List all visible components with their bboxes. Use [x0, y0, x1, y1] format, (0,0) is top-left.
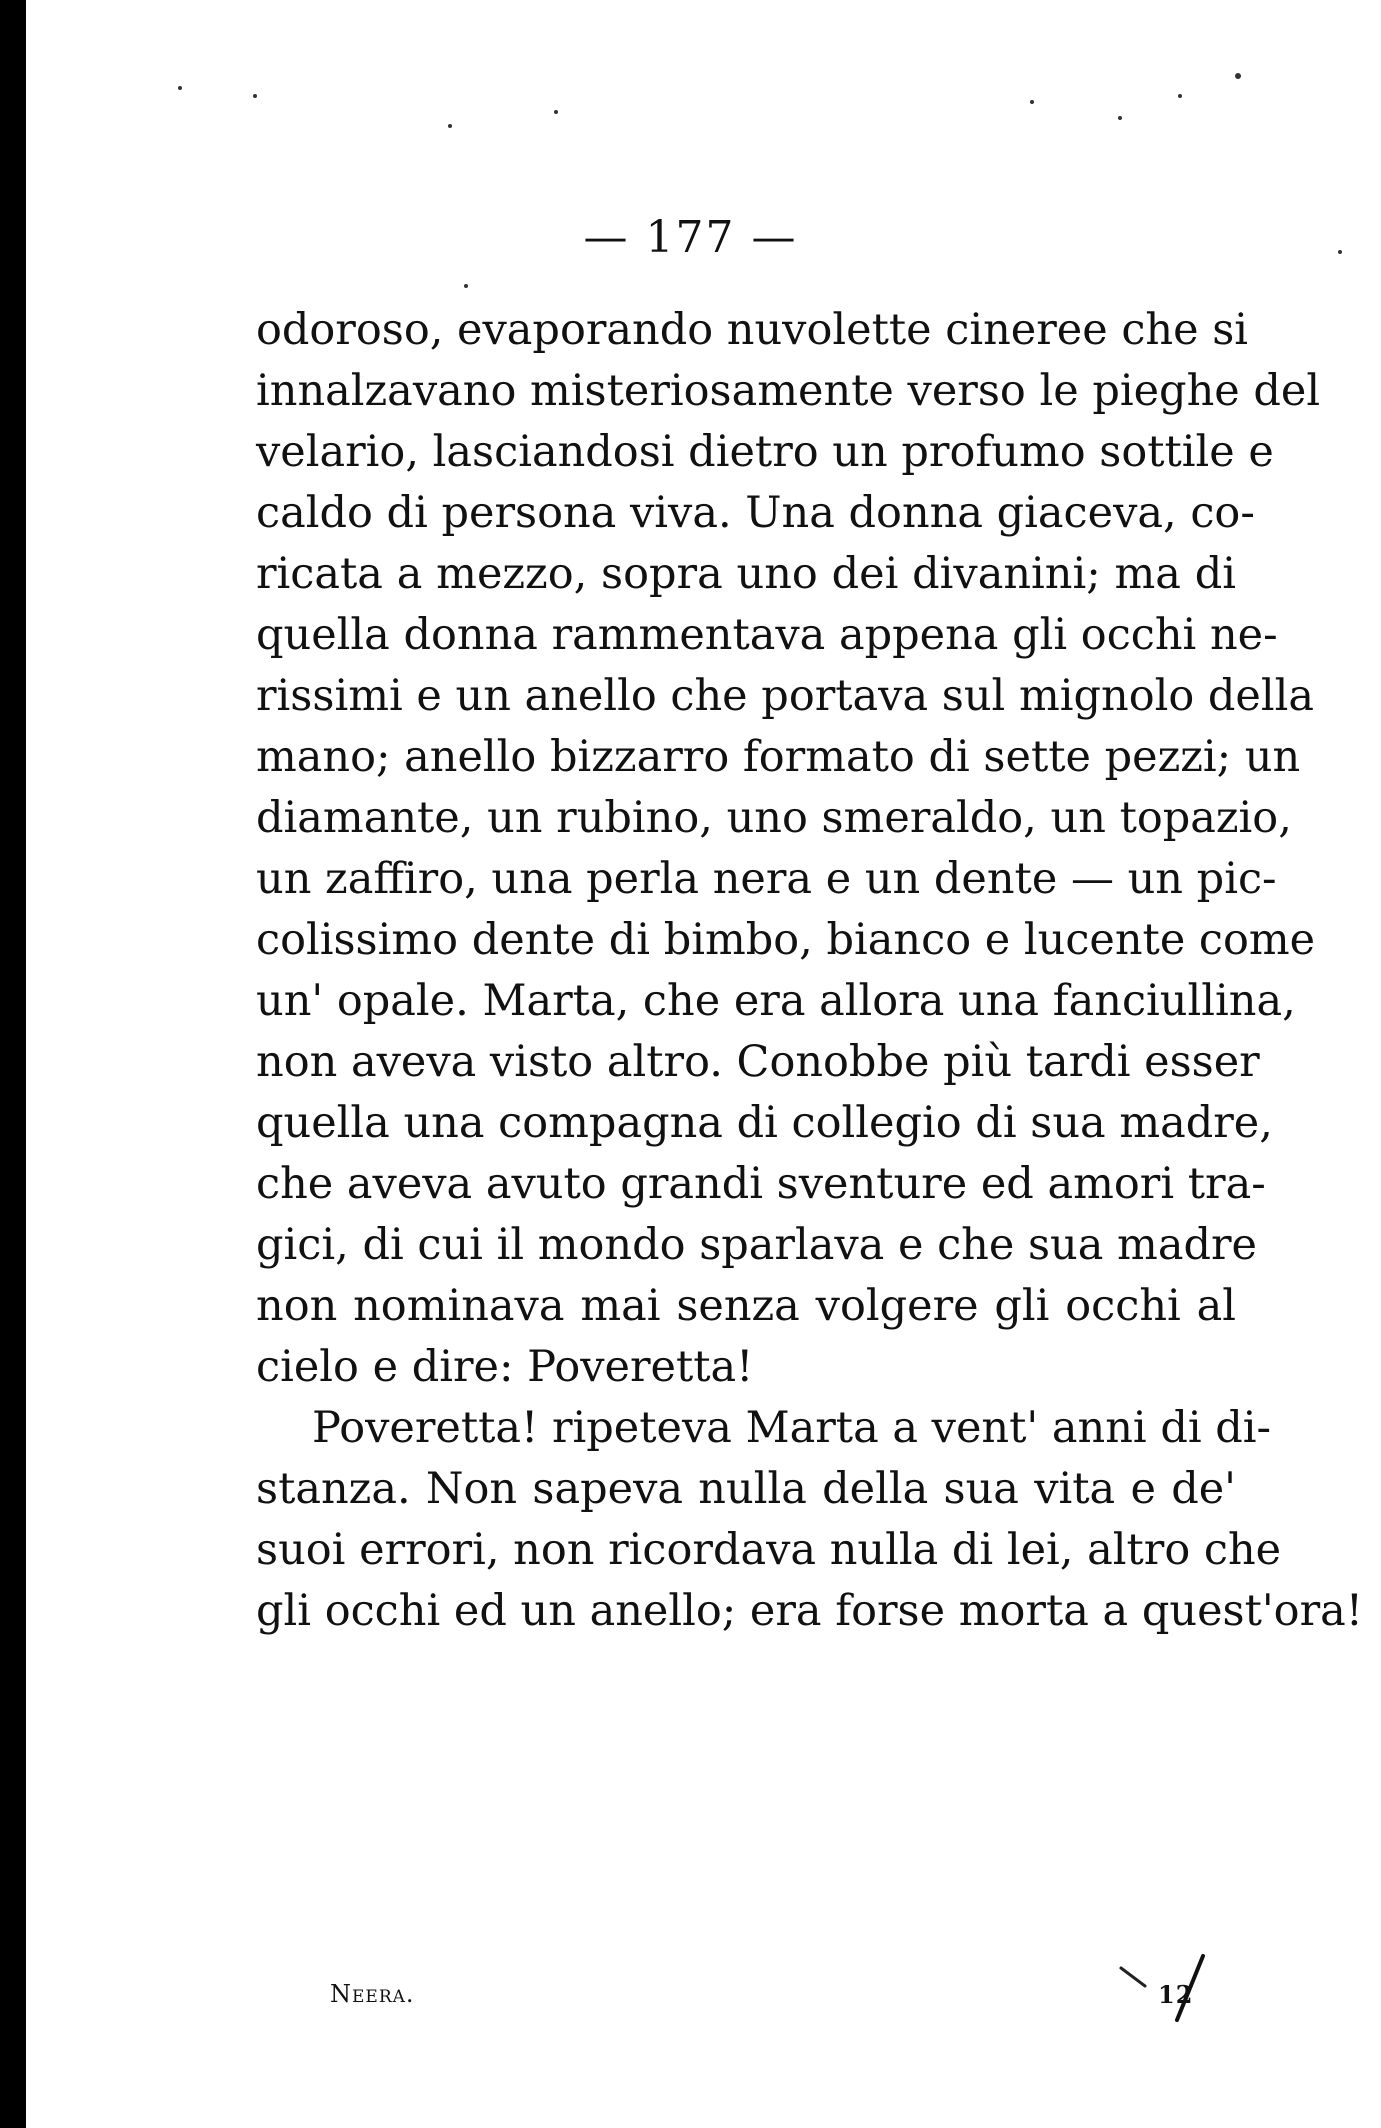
- text-line: un' opale. Marta, che era allora una fanciullina,: [256, 976, 1296, 1026]
- text-line: quella una compagna di collegio di sua madre,: [256, 1098, 1273, 1148]
- text-line: cielo e dire: Poveretta!: [256, 1342, 754, 1392]
- pencil-mark: [1115, 1950, 1225, 2030]
- body-text: [256, 300, 1364, 1642]
- text-line: caldo di persona viva. Una donna giaceva, co-: [256, 488, 1255, 538]
- page-binding-edge: [0, 0, 26, 2128]
- text-line: non nominava mai senza volgere gli occhi al: [256, 1281, 1236, 1331]
- text-line: non aveva visto altro. Conobbe più tardi esser: [256, 1037, 1260, 1087]
- text-line: innalzavano misteriosamente verso le pieghe del: [256, 366, 1321, 416]
- text-line: quella donna rammentava appena gli occhi ne-: [256, 610, 1278, 660]
- page-number: — 177 —: [583, 212, 798, 263]
- text-line: odoroso, evaporando nuvolette cineree che si: [256, 305, 1249, 355]
- text-line: rissimi e un anello che portava sul mignolo della: [256, 671, 1315, 721]
- text-line: stanza. Non sapeva nulla della sua vita e de': [256, 1464, 1236, 1514]
- text-line: mano; anello bizzarro formato di sette pezzi; un: [256, 732, 1301, 782]
- text-line: gici, di cui il mondo sparlava e che sua madre: [256, 1220, 1257, 1270]
- text-line: gli occhi ed un anello; era forse morta a quest'ora!: [256, 1586, 1364, 1636]
- signature-mark: 12: [1158, 1980, 1194, 2009]
- text-line: ricata a mezzo, sopra uno dei divanini; ma di: [256, 549, 1236, 599]
- text-line: un zaffiro, una perla nera e un dente — un pic-: [256, 854, 1277, 904]
- text-line: che aveva avuto grandi sventure ed amori tra-: [256, 1159, 1266, 1209]
- text-line: suoi errori, non ricordava nulla di lei, altro che: [256, 1525, 1282, 1575]
- text-line: colissimo dente di bimbo, bianco e lucente come: [256, 915, 1316, 965]
- text-line: velario, lasciandosi dietro un profumo sottile e: [256, 427, 1274, 477]
- signature: Neera.: [330, 1980, 415, 2008]
- text-line: diamante, un rubino, uno smeraldo, un topazio,: [256, 793, 1292, 843]
- text-line: Poveretta! ripeteva Marta a vent' anni di di-: [312, 1403, 1272, 1453]
